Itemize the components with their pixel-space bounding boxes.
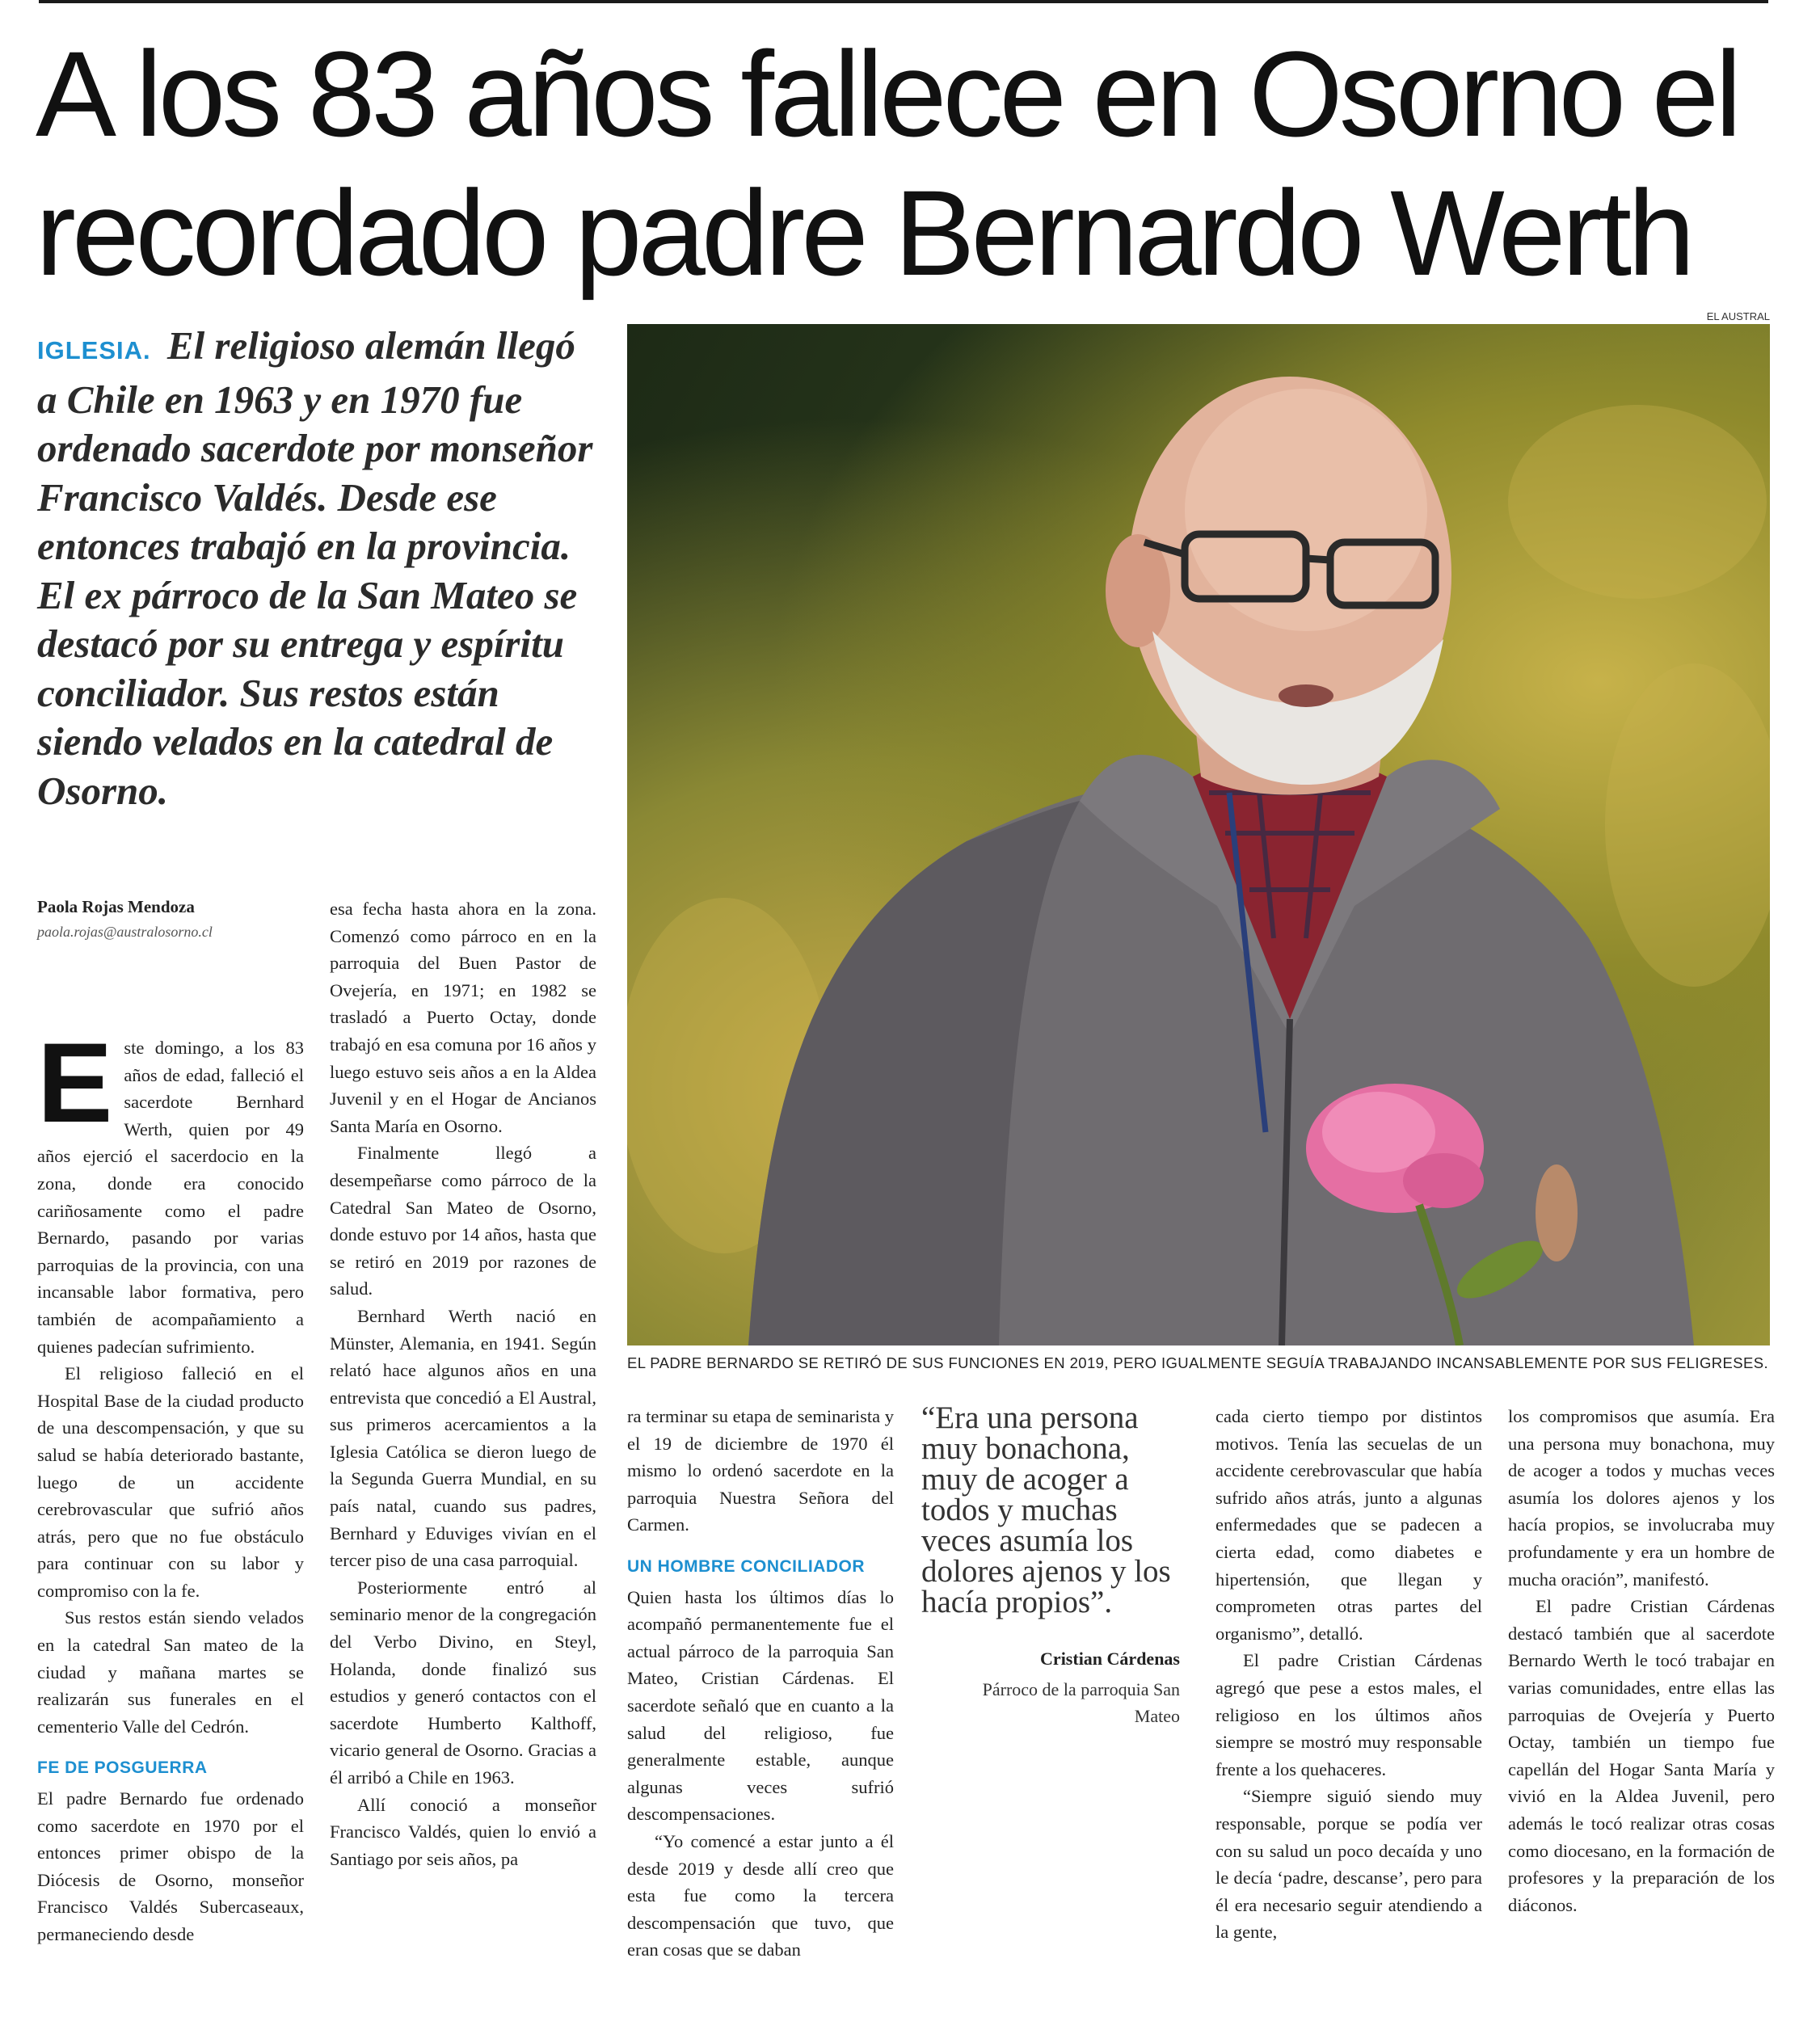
author-name: Paola Rojas Mendoza — [37, 897, 195, 916]
article-column-3 — [627, 1403, 894, 1964]
paragraph-compromisos: los compromisos que asumía. Era una persona muy bonachona, muy de acoger a todos y muchas veces asumía los dolores ajenos y los hacía propios, se involucraba muy profundamente y era un hombre de mucha oración”, manifestó. — [1508, 1406, 1775, 1590]
top-rule — [39, 0, 1768, 3]
paragraph-alli-end: ra terminar su etapa de seminarista y el 19 de diciembre de 1970 él mismo lo ordenó sacerdote en la parroquia Nuestra Señora del Carmen. — [627, 1406, 894, 1535]
paragraph-ordenado-start: El padre Bernardo fue ordenado como sacerdote en 1970 por el entonces primer obispo de la Diócesis de Osorno, monseñor Francisco Valdés Subercaseaux, permaneciendo desde — [37, 1788, 304, 1944]
intro-text: ste domingo, a los 83 años de edad, falleció el sacerdote Bernhard Werth, quien por 49 años ejerció el sacerdocio en la zona, donde era conocido cariñosamente como el padre Bernardo, pasando por varias parroquias de la provincia, con una incansable labor formativa, pero también de acompañamiento a quienes padecían sufrimiento. — [37, 1038, 304, 1357]
subhead-posguerra: FE DE POSGUERRA — [37, 1758, 208, 1778]
photo-caption: EL PADRE BERNARDO SE RETIRÓ DE SUS FUNCIONES EN 2019, PERO IGUALMENTE SEGUÍA TRABAJANDO INCANSABLEMENTE POR SUS FELIGRESES. — [627, 1354, 1769, 1371]
priest-portrait-illustration — [627, 324, 1770, 1345]
article-column-1 — [37, 1019, 304, 1948]
article-column-6 — [1508, 1403, 1775, 1918]
article-column-5 — [1215, 1403, 1482, 1946]
paragraph-ordenado-end: esa fecha hasta ahora en la zona. Comenzó como párroco en en la parroquia del Buen Pastor de Ovejería, en 1971; en 1982 se trasladó a Puerto Octay, donde trabajó en esa comuna por 16 años y luego estuvo seis años a en la Aldea Juvenil y en el Hogar de Ancianos Santa María en Osorno. — [330, 899, 596, 1136]
intro-paragraph — [37, 1019, 304, 1360]
paragraph-alli-start: Allí conoció a monseñor Francisco Valdés, quien lo envió a Santiago por seis años, pa — [330, 1794, 596, 1869]
byline — [37, 897, 304, 941]
pull-quote-author: Cristian Cárdenas — [1040, 1649, 1180, 1669]
photo-credit: EL AUSTRAL — [1706, 310, 1770, 322]
pull-quote: “Era una persona muy bonachona, muy de acoger a todos y muchas veces asumía los dolores ajenos y los hacía propios”. — [921, 1400, 1171, 1619]
drop-cap: E — [37, 1019, 113, 1146]
section-tag: IGLESIA. — [37, 336, 151, 364]
paragraph-restos: Sus restos están siendo velados en la catedral San mateo de la ciudad y mañana martes se realizarán sus funerales en el cementerio Valle del Cedrón. — [37, 1607, 304, 1737]
paragraph-hospital: El religioso falleció en el Hospital Base de la ciudad producto de una descompensación, y que su salud se había deteriorado bastante, luego de un accidente cerebrovascular que sufrió años atrás, pero que no fue obstáculo para continuar con su labor y compromiso con la fe. — [37, 1363, 304, 1601]
lead-text: El religioso alemán llegó a Chile en 1963 y en 1970 fue ordenado sacerdote por monseñor Francisco Valdés. Desde ese entonces trabajó en la provincia. El ex párroco de la San Mateo se destacó por su entrega y espíritu conciliador. Sus restos están siendo velados en la catedral de Osorno. — [37, 323, 593, 813]
paragraph-yo-end: cada cierto tiempo por distintos motivos. Tenía las secuelas de un accidente cerebrovascular que había sufrido años atrás, junto a algunas enfermedades que se padecen a cierta edad, como diabetes e hipertensión, que llegan y comprometen otras partes del organismo”, detalló. — [1215, 1406, 1482, 1644]
author-email: paola.rojas@australosorno.cl — [37, 924, 213, 940]
paragraph-destaco: El padre Cristian Cárdenas destacó también que al sacerdote Bernardo Werth le tocó trabajar en varias comunidades, entre ellas las parroquias de Ovejería y Puerto Octay, también un tiempo fue capellán del Hogar Santa María y vivió en la Aldea Juvenil, pero además le tocó realizar otras cosas como diocesano, en la formación de profesores y la preparación de los diáconos. — [1508, 1596, 1775, 1915]
pull-quote-role: Párroco de la parroquia San Mateo — [982, 1679, 1180, 1726]
paragraph-yo-start: “Yo comencé a estar junto a él desde 2019 y desde allí creo que esta fue como la tercera descompensación que tuvo, que eran cosas que se daban — [627, 1830, 894, 1960]
paragraph-agrego: El padre Cristian Cárdenas agregó que pese a estos males, el religioso en los últimos años siempre se mostró muy responsable frente a los quehaceres. — [1215, 1650, 1482, 1779]
headline: A los 83 años fallece en Osorno el recordado padre Bernardo Werth — [36, 26, 1738, 301]
article-column-2 — [330, 895, 596, 1872]
article-photo — [627, 324, 1770, 1345]
paragraph-quien: Quien hasta los últimos días lo acompañó permanentemente fue el actual párroco de la parroquia San Mateo, Cristian Cárdenas. El sacerdote señaló que en cuanto a la salud del religioso, fue generalmente estable, aunque algunas veces sufrió descompensaciones. — [627, 1586, 894, 1825]
paragraph-seminario: Posteriormente entró al seminario menor de la congregación del Verbo Divino, en Steyl, Holanda, donde finalizó sus estudios y generó contactos con el sacerdote Humberto Kalthoff, vicario general de Osorno. Gracias a él arribó a Chile en 1963. — [330, 1577, 596, 1788]
paragraph-siempre: “Siempre siguió siendo muy responsable, porque se podía ver con su salud un poco decaída y uno le decía ‘padre, descanse’, pero para él era necesario seguir atendiendo a la gente, — [1215, 1786, 1482, 1943]
paragraph-finalmente: Finalmente llegó a desempeñarse como párroco de la Catedral San Mateo de Osorno, donde estuvo por 14 años, hasta que se retiró en 2019 por razones de salud. — [330, 1143, 596, 1299]
paragraph-nacio: Bernhard Werth nació en Münster, Alemania, en 1941. Según relató hace algunos años en una entrevista que concedió a El Austral, sus primeros acercamientos a la Iglesia Católica se dieron luego de la Segunda Guerra Mundial, en su país natal, cuando sus padres, Bernhard y Eduviges vivían en el tercer piso de una casa parroquial. — [330, 1305, 596, 1571]
pull-quote-attribution — [937, 1649, 1180, 1729]
lead-paragraph — [37, 322, 603, 815]
subhead-conciliador: UN HOMBRE CONCILIADOR — [627, 1556, 865, 1576]
